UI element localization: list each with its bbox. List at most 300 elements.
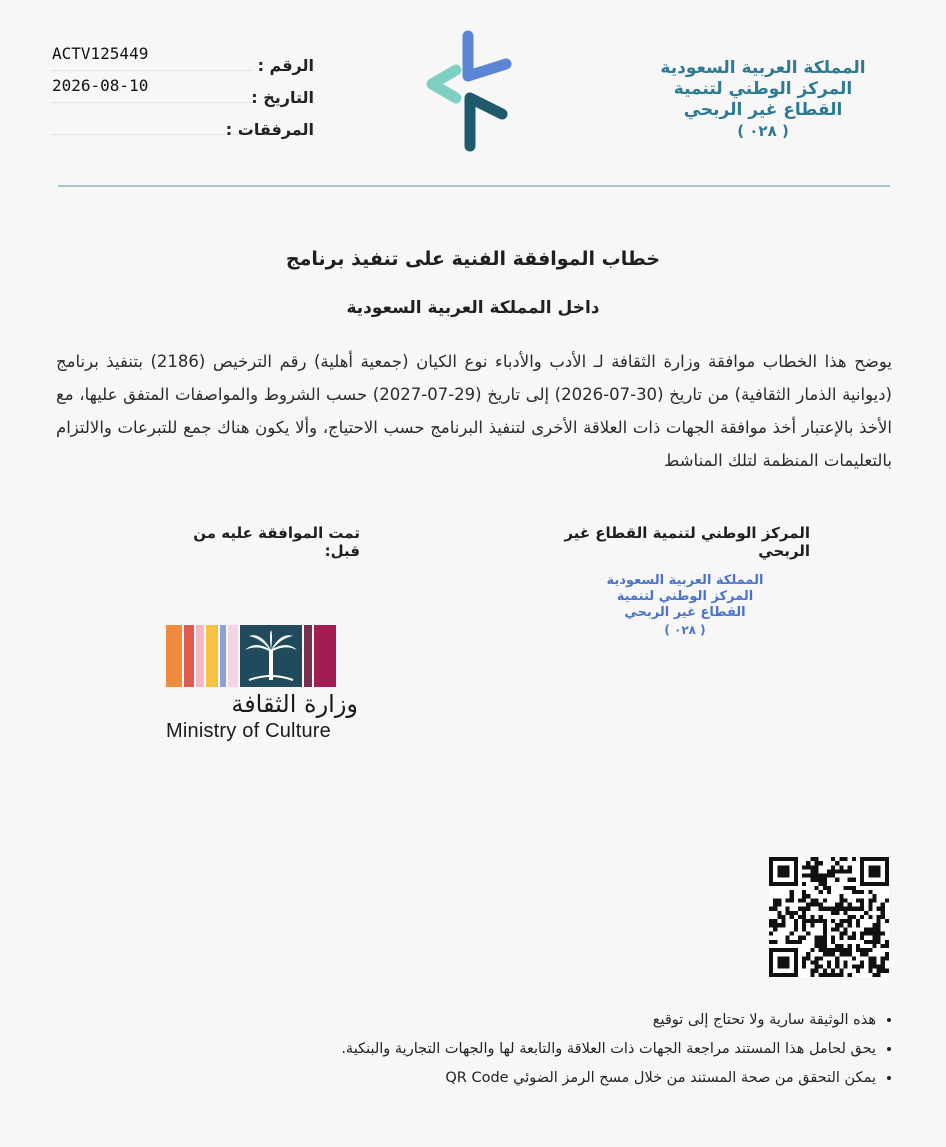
qr-module	[860, 861, 864, 865]
org-sector: القطاع غير الربحي	[683, 100, 843, 120]
qr-module	[860, 952, 864, 956]
qr-module	[872, 944, 876, 948]
qr-module	[781, 915, 785, 919]
qr-module	[843, 898, 847, 902]
qr-module	[860, 960, 864, 964]
logo-bar	[196, 625, 204, 687]
qr-module	[881, 960, 885, 964]
qr-module	[823, 874, 827, 878]
qr-module	[839, 923, 843, 927]
qr-module	[773, 948, 777, 952]
qr-module	[823, 878, 827, 882]
qr-module	[877, 907, 881, 911]
qr-module	[885, 874, 889, 878]
qr-module	[819, 936, 823, 940]
qr-module	[885, 861, 889, 865]
qr-module	[815, 936, 819, 940]
qr-module	[794, 882, 798, 886]
qr-module	[881, 911, 885, 915]
stamp-center-name: المركز الوطني لتنمية	[616, 589, 754, 604]
qr-module	[881, 965, 885, 969]
qr-module	[860, 903, 864, 907]
logo-bar	[184, 625, 194, 687]
qr-module	[868, 869, 872, 873]
qr-module	[810, 948, 814, 952]
qr-module	[819, 882, 823, 886]
qr-module	[806, 874, 810, 878]
qr-module	[802, 965, 806, 969]
qr-module	[856, 965, 860, 969]
qr-module	[831, 973, 835, 977]
qr-module	[823, 882, 827, 886]
qr-module	[877, 865, 881, 869]
qr-module	[815, 919, 819, 923]
qr-module	[843, 960, 847, 964]
qr-module	[872, 923, 876, 927]
qr-module	[810, 874, 814, 878]
qr-module	[835, 944, 839, 948]
qr-module	[790, 882, 794, 886]
qr-module	[843, 911, 847, 915]
qr-module	[843, 919, 847, 923]
qr-module	[810, 903, 814, 907]
qr-module	[773, 940, 777, 944]
qr-module	[769, 956, 773, 960]
qr-module	[810, 969, 814, 973]
logo-bar	[304, 625, 312, 687]
qr-module	[810, 869, 814, 873]
qr-module	[790, 915, 794, 919]
qr-module	[823, 931, 827, 935]
qr-module	[806, 903, 810, 907]
qr-module	[831, 940, 835, 944]
qr-module	[794, 911, 798, 915]
document-date: 2026-08-10	[52, 76, 149, 95]
qr-module	[877, 915, 881, 919]
qr-module	[860, 915, 864, 919]
qr-module	[823, 973, 827, 977]
qr-module	[868, 882, 872, 886]
qr-module	[781, 973, 785, 977]
qr-module	[819, 890, 823, 894]
qr-module	[868, 969, 872, 973]
qr-module	[864, 927, 868, 931]
qr-module	[835, 927, 839, 931]
qr-module	[790, 890, 794, 894]
stamp-number: ( ٠٢٨ )	[664, 623, 706, 637]
qr-module	[802, 907, 806, 911]
qr-module	[839, 894, 843, 898]
qr-module	[877, 936, 881, 940]
qr-module	[786, 940, 790, 944]
qr-module	[773, 923, 777, 927]
qr-module	[835, 956, 839, 960]
qr-module	[786, 936, 790, 940]
qr-module	[831, 865, 835, 869]
qr-module	[781, 960, 785, 964]
qr-module	[810, 857, 814, 861]
qr-module	[786, 874, 790, 878]
qr-module	[872, 956, 876, 960]
qr-module	[819, 861, 823, 865]
logo-bar	[220, 625, 226, 687]
qr-module	[815, 898, 819, 902]
qr-module	[815, 960, 819, 964]
qr-module	[823, 969, 827, 973]
qr-module	[831, 948, 835, 952]
org-number: ( ٠٢٨ )	[737, 122, 789, 140]
qr-module	[769, 965, 773, 969]
qr-module	[777, 874, 781, 878]
qr-module	[856, 923, 860, 927]
qr-module	[769, 882, 773, 886]
qr-module	[769, 952, 773, 956]
qr-module	[864, 948, 868, 952]
qr-module	[823, 952, 827, 956]
qr-module	[852, 931, 856, 935]
qr-module	[848, 919, 852, 923]
qr-module	[786, 948, 790, 952]
qr-module	[773, 857, 777, 861]
qr-module	[819, 907, 823, 911]
qr-module	[831, 927, 835, 931]
note-item: • يحق لحامل هذا المستند مراجعة الجهات ذات العلاقة والتابعة لها والجهات التجارية والبنكية.	[160, 1035, 876, 1064]
qr-module	[848, 869, 852, 873]
qr-module	[802, 890, 806, 894]
qr-module	[777, 965, 781, 969]
qr-module	[798, 936, 802, 940]
qr-module	[777, 882, 781, 886]
qr-module	[839, 898, 843, 902]
qr-module	[872, 973, 876, 977]
logo-bar	[206, 625, 218, 687]
qr-module	[856, 948, 860, 952]
qr-module	[773, 927, 777, 931]
qr-module	[806, 865, 810, 869]
qr-module	[815, 969, 819, 973]
qr-module	[786, 965, 790, 969]
qr-module	[872, 894, 876, 898]
qr-module	[885, 969, 889, 973]
qr-module	[777, 948, 781, 952]
qr-module	[848, 878, 852, 882]
note-item: • يمكن التحقق من صحة المستند من خلال مسح الرمز الضوئي QR Code	[160, 1064, 876, 1093]
qr-module	[831, 919, 835, 923]
qr-module	[877, 965, 881, 969]
qr-module	[860, 869, 864, 873]
qr-module	[868, 931, 872, 935]
qr-module	[790, 973, 794, 977]
qr-module	[815, 965, 819, 969]
stamp-sector: القطاع غير الربحي	[624, 605, 746, 620]
qr-module	[794, 919, 798, 923]
qr-module	[815, 878, 819, 882]
qr-module	[790, 857, 794, 861]
qr-module	[802, 915, 806, 919]
qr-module	[872, 960, 876, 964]
qr-module	[823, 923, 827, 927]
qr-module	[777, 923, 781, 927]
qr-module	[827, 890, 831, 894]
qr-module	[794, 927, 798, 931]
ministry-of-culture-logo	[166, 625, 358, 743]
qr-module	[843, 927, 847, 931]
qr-module	[885, 865, 889, 869]
approved-by-label: تمت الموافقة عليه من قبل:	[193, 524, 360, 560]
qr-module	[802, 960, 806, 964]
qr-module	[860, 898, 864, 902]
qr-module	[802, 936, 806, 940]
qr-module	[835, 973, 839, 977]
qr-module	[790, 948, 794, 952]
qr-module	[806, 919, 810, 923]
date-row	[52, 74, 322, 106]
qr-module	[839, 865, 843, 869]
qr-module	[819, 965, 823, 969]
qr-module	[877, 882, 881, 886]
qr-module	[848, 907, 852, 911]
qr-module	[868, 874, 872, 878]
qr-module	[864, 882, 868, 886]
qr-module	[872, 865, 876, 869]
qr-module	[860, 878, 864, 882]
qr-module	[794, 874, 798, 878]
qr-module	[864, 911, 868, 915]
qr-module	[881, 907, 885, 911]
qr-module	[839, 936, 843, 940]
qr-module	[790, 894, 794, 898]
qr-module	[839, 857, 843, 861]
qr-module	[823, 898, 827, 902]
qr-module	[781, 948, 785, 952]
header-divider	[58, 185, 890, 187]
qr-module	[819, 948, 823, 952]
qr-module	[786, 865, 790, 869]
qr-module	[819, 903, 823, 907]
attachments-row	[52, 106, 322, 138]
qr-module	[868, 890, 872, 894]
center-signature-label: المركز الوطني لتنمية القطاع غير الربحي	[564, 524, 810, 560]
qr-module	[848, 936, 852, 940]
qr-module	[806, 907, 810, 911]
qr-module	[848, 915, 852, 919]
ncnp-emblem-logo	[420, 30, 520, 155]
qr-module	[815, 944, 819, 948]
qr-module	[815, 869, 819, 873]
qr-module	[802, 923, 806, 927]
qr-module	[860, 931, 864, 935]
qr-module	[769, 869, 773, 873]
qr-module	[781, 869, 785, 873]
qr-module	[831, 969, 835, 973]
qr-module	[819, 973, 823, 977]
qr-module	[864, 952, 868, 956]
qr-module	[835, 911, 839, 915]
qr-module	[872, 857, 876, 861]
qr-module	[786, 911, 790, 915]
qr-module	[815, 857, 819, 861]
logo-bar	[166, 625, 182, 687]
qr-module	[848, 886, 852, 890]
qr-module	[786, 973, 790, 977]
qr-module	[819, 919, 823, 923]
qr-module	[835, 907, 839, 911]
qr-module	[856, 944, 860, 948]
qr-module	[843, 952, 847, 956]
qr-module	[802, 927, 806, 931]
logo-bar	[314, 625, 336, 687]
reference-underline	[52, 70, 252, 71]
qr-module	[773, 898, 777, 902]
qr-module	[872, 874, 876, 878]
qr-module	[848, 948, 852, 952]
qr-module	[852, 956, 856, 960]
qr-module	[868, 903, 872, 907]
qr-module	[823, 940, 827, 944]
qr-module	[839, 869, 843, 873]
qr-module	[848, 944, 852, 948]
qr-module	[781, 956, 785, 960]
qr-module	[794, 940, 798, 944]
qr-module	[868, 965, 872, 969]
qr-module	[769, 907, 773, 911]
qr-module	[868, 915, 872, 919]
qr-module	[781, 923, 785, 927]
qr-module	[781, 874, 785, 878]
qr-module	[827, 874, 831, 878]
qr-module	[860, 948, 864, 952]
qr-module	[856, 919, 860, 923]
qr-module	[856, 907, 860, 911]
qr-module	[885, 878, 889, 882]
qr-code-icon[interactable]	[769, 857, 889, 977]
qr-module	[852, 878, 856, 882]
qr-module	[827, 973, 831, 977]
qr-module	[815, 903, 819, 907]
qr-module	[823, 948, 827, 952]
ministry-english-name: Ministry of Culture	[166, 720, 331, 742]
reference-label: الرقم :	[257, 56, 314, 75]
qr-module	[777, 865, 781, 869]
qr-module	[872, 882, 876, 886]
qr-module	[839, 948, 843, 952]
qr-module	[794, 952, 798, 956]
qr-module	[831, 869, 835, 873]
qr-module	[802, 911, 806, 915]
qr-module	[885, 869, 889, 873]
qr-module	[769, 878, 773, 882]
qr-module	[831, 952, 835, 956]
qr-module	[790, 940, 794, 944]
palm-tree-icon	[241, 626, 301, 686]
qr-module	[864, 940, 868, 944]
qr-module	[794, 960, 798, 964]
qr-module	[802, 956, 806, 960]
qr-module	[872, 869, 876, 873]
qr-module	[877, 940, 881, 944]
qr-module	[819, 878, 823, 882]
qr-module	[773, 903, 777, 907]
qr-module	[827, 952, 831, 956]
qr-module	[868, 940, 872, 944]
qr-module	[831, 857, 835, 861]
qr-module	[852, 886, 856, 890]
qr-module	[823, 886, 827, 890]
qr-module	[794, 857, 798, 861]
qr-module	[877, 931, 881, 935]
qr-module	[773, 907, 777, 911]
qr-module	[794, 956, 798, 960]
qr-module	[827, 907, 831, 911]
qr-module	[798, 940, 802, 944]
qr-module	[864, 931, 868, 935]
date-underline	[52, 102, 252, 103]
qr-module	[877, 973, 881, 977]
qr-module	[790, 898, 794, 902]
qr-module	[856, 890, 860, 894]
qr-module	[810, 960, 814, 964]
qr-module	[802, 894, 806, 898]
qr-module	[872, 940, 876, 944]
qr-module	[877, 969, 881, 973]
qr-module	[852, 890, 856, 894]
qr-module	[839, 919, 843, 923]
qr-module	[860, 882, 864, 886]
qr-module	[769, 948, 773, 952]
attachments-underline	[52, 134, 252, 135]
qr-module	[786, 869, 790, 873]
qr-module	[868, 956, 872, 960]
qr-module	[839, 931, 843, 935]
qr-module	[815, 940, 819, 944]
qr-module	[881, 915, 885, 919]
qr-module	[823, 936, 827, 940]
qr-module	[827, 886, 831, 890]
qr-module	[777, 956, 781, 960]
qr-module	[769, 973, 773, 977]
qr-module	[872, 965, 876, 969]
qr-module	[769, 874, 773, 878]
qr-module	[806, 931, 810, 935]
qr-module	[885, 956, 889, 960]
qr-module	[852, 907, 856, 911]
qr-module	[769, 919, 773, 923]
qr-module	[794, 965, 798, 969]
qr-module	[777, 857, 781, 861]
attachments-label: المرفقات :	[225, 120, 314, 139]
qr-module	[773, 973, 777, 977]
qr-module	[877, 927, 881, 931]
qr-module	[781, 882, 785, 886]
qr-module	[885, 882, 889, 886]
qr-module	[843, 857, 847, 861]
qr-module	[786, 956, 790, 960]
qr-module	[777, 973, 781, 977]
qr-module	[794, 869, 798, 873]
qr-module	[806, 861, 810, 865]
organization-header	[648, 58, 878, 141]
qr-module	[877, 919, 881, 923]
qr-module	[881, 931, 885, 935]
center-stamp	[600, 573, 770, 639]
qr-module	[769, 861, 773, 865]
ministry-arabic-name: وزارة الثقافة	[231, 690, 358, 718]
qr-module	[843, 869, 847, 873]
qr-module	[885, 919, 889, 923]
qr-module	[827, 869, 831, 873]
qr-module	[848, 952, 852, 956]
qr-module	[881, 944, 885, 948]
